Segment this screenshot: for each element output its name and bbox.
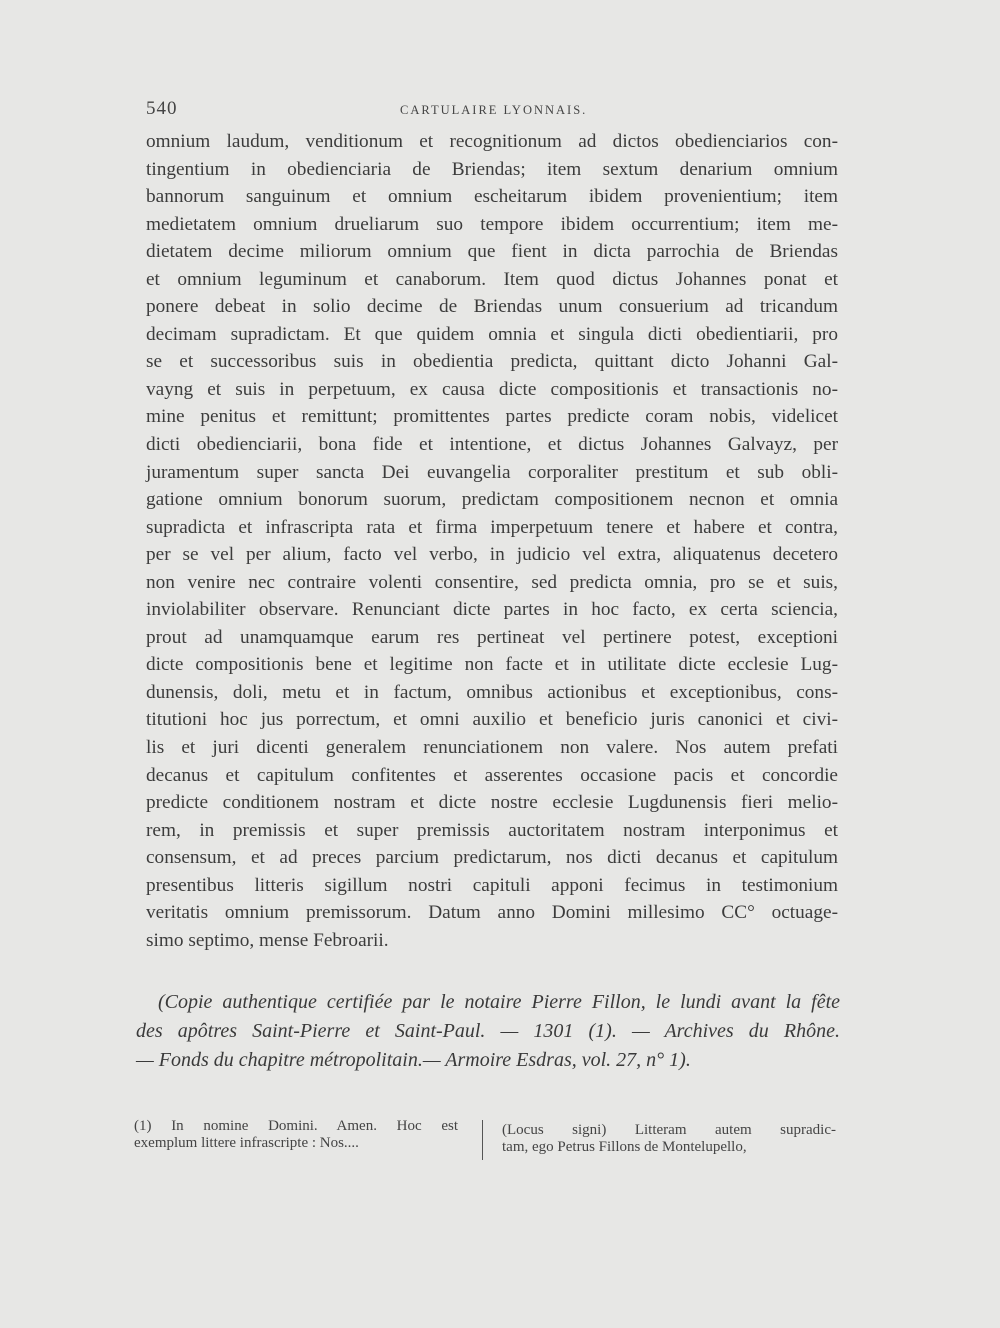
body-line: decimam supradictam. Et que quidem omnia et singula dicti obedientiarii, pro bbox=[146, 323, 838, 345]
body-line: per se vel per alium, facto vel verbo, in judicio vel extra, aliquatenus decetero bbox=[146, 544, 838, 566]
body-line: gatione omnium bonorum suorum, predictam compositionem necnon et omnia bbox=[146, 489, 838, 511]
body-line: dicte compositionis bene et legitime non facte et in utilitate dicte ecclesie Lug- bbox=[146, 654, 838, 676]
source-note bbox=[136, 988, 840, 1075]
footnotes bbox=[134, 1118, 840, 1168]
body-line: mine penitus et remittunt; promittentes partes predicte coram nobis, videlicet bbox=[146, 406, 838, 428]
body-line: vayng et suis in perpetuum, ex causa dicte compositionis et transactionis no- bbox=[146, 378, 838, 400]
body-line: supradicta et infrascripta rata et firma imperpetuum tenere et habere et contra, bbox=[146, 516, 838, 538]
body-line: titutioni hoc jus porrectum, et omni auxilio et beneficio juris canonici et civi- bbox=[146, 709, 838, 731]
body-line: lis et juri dicenti generalem renunciationem non valere. Nos autem prefati bbox=[146, 737, 838, 759]
footnote-divider bbox=[482, 1120, 483, 1160]
source-line: (Copie authentique certifiée par le notaire Pierre Fillon, le lundi avant la fête bbox=[158, 991, 840, 1013]
body-text bbox=[146, 128, 838, 954]
footnote-line: (Locus signi) Litteram autem supradic- bbox=[502, 1122, 836, 1138]
footnote-line: tam, ego Petrus Fillons de Montelupello, bbox=[502, 1139, 747, 1155]
body-line: et omnium leguminum et canaborum. Item quod dictus Johannes ponat et bbox=[146, 268, 838, 290]
body-line: medietatem omnium drueliarum suo tempore ibidem occurrentium; item me- bbox=[146, 213, 838, 235]
body-line: omnium laudum, venditionum et recognitionum ad dictos obedienciarios con- bbox=[146, 131, 838, 152]
body-line: inviolabiliter observare. Renunciant dicte partes in hoc facto, ex certa sciencia, bbox=[146, 599, 838, 621]
footnote-right bbox=[502, 1122, 836, 1156]
body-line: veritatis omnium premissorum. Datum anno Domini millesimo CC° octuage- bbox=[146, 902, 838, 924]
body-line: dietatem decime miliorum omnium que fient in dicta parrochia de Briendas bbox=[146, 241, 838, 263]
body-line: dunensis, doli, metu et in factum, omnibus actionibus et exceptionibus, cons- bbox=[146, 681, 838, 703]
body-line: tingentium in obedienciaria de Briendas; item sextum denarium omnium bbox=[146, 158, 838, 180]
page-number: 540 bbox=[146, 98, 178, 119]
body-line: decanus et capitulum confitentes et asserentes occasione pacis et concordie bbox=[146, 764, 838, 786]
body-line: predicte conditionem nostram et dicte nostre ecclesie Lugdunensis fieri melio- bbox=[146, 792, 838, 814]
running-title: CARTULAIRE LYONNAIS. bbox=[400, 103, 588, 117]
body-line: presentibus litteris sigillum nostri capituli apponi fecimus in testimonium bbox=[146, 874, 838, 896]
body-line: simo septimo, mense Febroarii. bbox=[146, 929, 389, 951]
body-line: bannorum sanguinum et omnium escheitarum ibidem provenientium; item bbox=[146, 186, 838, 208]
body-line: prout ad unamquamque earum res pertineat vel pertinere potest, exceptioni bbox=[146, 626, 838, 648]
source-line: des apôtres Saint-Pierre et Saint-Paul. — 1301 (1). — Archives du Rhône. bbox=[136, 1020, 840, 1042]
body-line: consensum, et ad preces parcium predictarum, nos dicti decanus et capitulum bbox=[146, 847, 838, 869]
page-header bbox=[146, 98, 836, 124]
source-line: — Fonds du chapitre métropolitain.— Armoire Esdras, vol. 27, n° 1). bbox=[136, 1049, 691, 1071]
footnote-left bbox=[134, 1118, 458, 1152]
body-line: se et successoribus suis in obedientia predicta, quittant dicto Johanni Gal- bbox=[146, 351, 838, 373]
body-line: rem, in premissis et super premissis auctoritatem nostram interponimus et bbox=[146, 819, 838, 841]
body-line: juramentum super sancta Dei euvangelia corporaliter prestitum et sub obli- bbox=[146, 461, 838, 483]
body-line: non venire nec contraire volenti consentire, sed predicta omnia, pro se et suis, bbox=[146, 571, 838, 593]
body-line: dicti obedienciarii, bona fide et intentione, et dictus Johannes Galvayz, per bbox=[146, 434, 838, 456]
footnote-line: (1) In nomine Domini. Amen. Hoc est bbox=[134, 1118, 458, 1134]
body-line: ponere debeat in solio decime de Briendas unum consuerium ad tricandum bbox=[146, 296, 838, 318]
footnote-line: exemplum littere infrascripte : Nos.... bbox=[134, 1135, 359, 1151]
